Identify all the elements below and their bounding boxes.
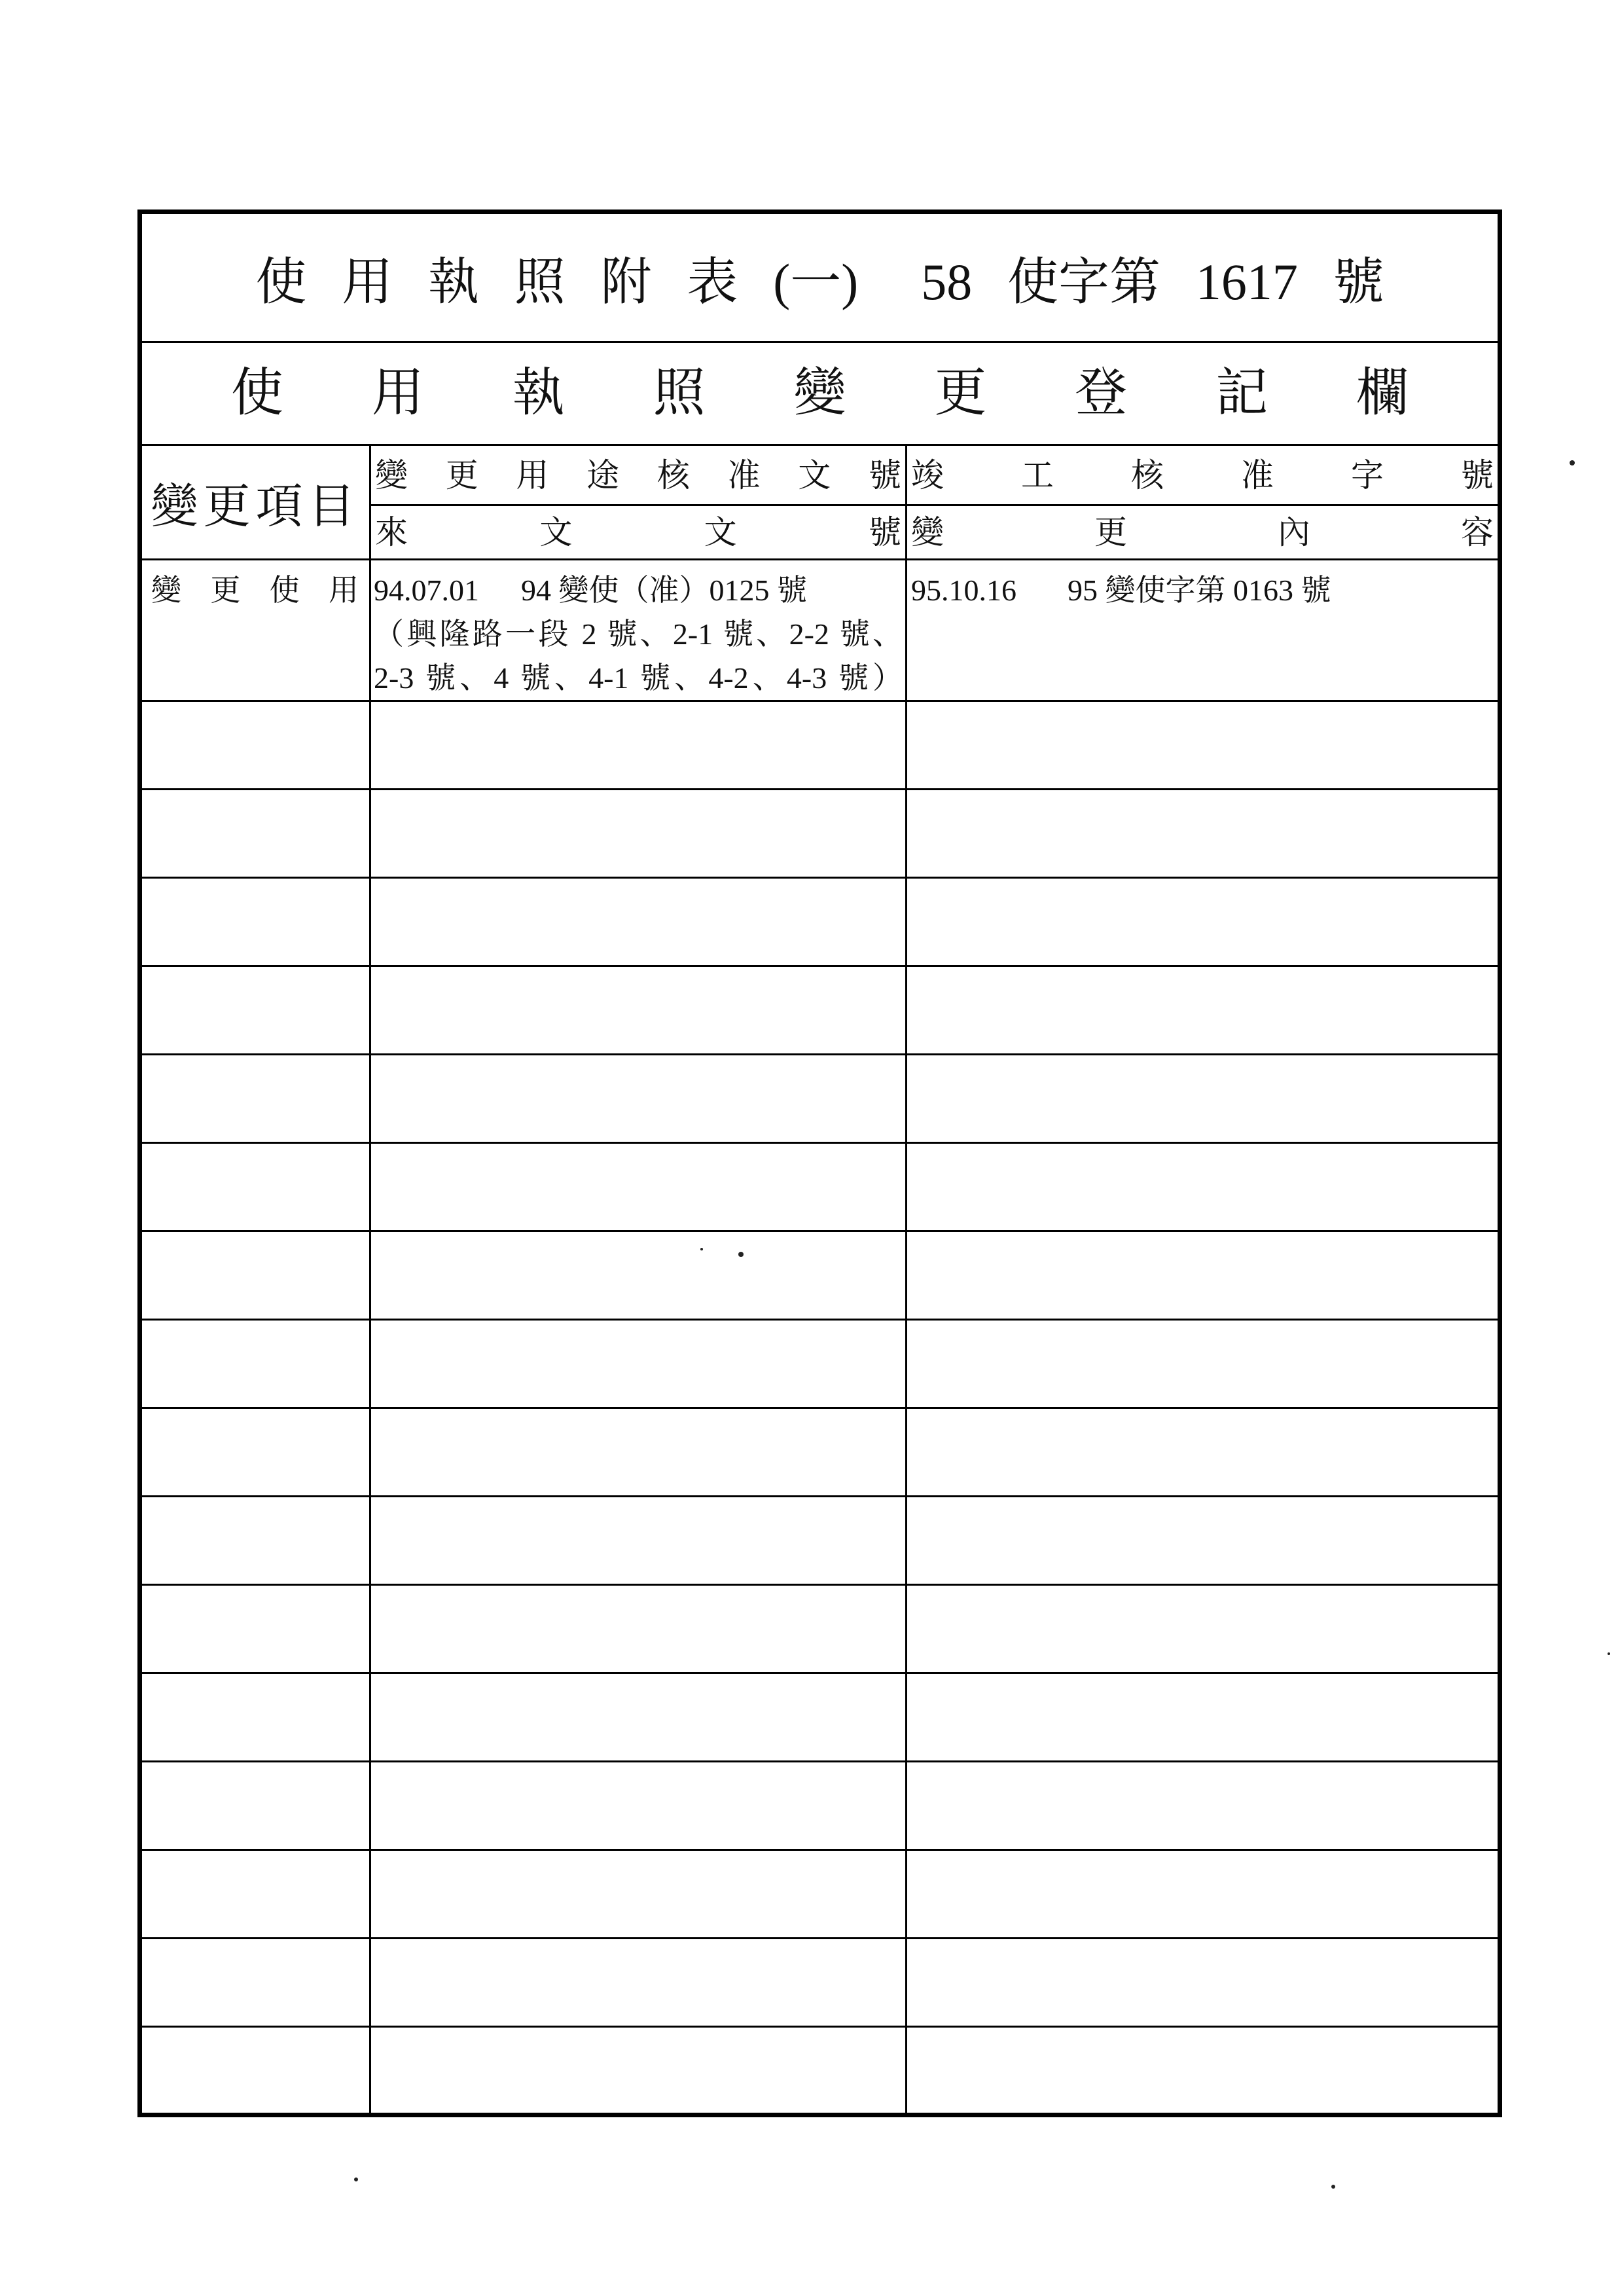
entry-approval-cell	[370, 560, 907, 701]
blank-row	[140, 966, 1500, 1055]
scan-speck	[354, 2178, 358, 2181]
blank-completion-cell	[907, 966, 1500, 1055]
blank-row	[140, 1408, 1500, 1497]
entry-approval-line	[374, 568, 903, 612]
entry-completion-date: 95.10.16	[911, 574, 1016, 607]
scan-speck	[738, 1252, 744, 1257]
license-number: 58 使字第 1617 號	[921, 253, 1384, 310]
blank-row	[140, 790, 1500, 878]
blank-approval-cell	[370, 1143, 907, 1231]
completion-approval-number-header: 竣 工 核 准 字 號	[911, 456, 1494, 494]
blank-approval-cell	[370, 790, 907, 878]
scan-speck	[1570, 460, 1575, 465]
entry-change-item: 變 更 使 用	[151, 574, 359, 607]
blank-change-item-cell	[140, 1408, 370, 1497]
change-item-header: 變更項目	[151, 481, 361, 533]
entry-approval-number: 94 變使（准）0125 號	[521, 574, 807, 607]
blank-row	[140, 1762, 1500, 1850]
change-use-approval-header-cell	[370, 445, 907, 505]
blank-change-item-cell	[140, 1497, 370, 1585]
title-cell	[140, 212, 1500, 342]
blank-row	[140, 2027, 1500, 2115]
blank-approval-cell	[370, 1320, 907, 1408]
blank-change-item-cell	[140, 1585, 370, 1673]
blank-completion-cell	[907, 790, 1500, 878]
blank-row	[140, 1320, 1500, 1408]
subtitle-cell	[140, 342, 1500, 445]
blank-row	[140, 1673, 1500, 1762]
blank-approval-cell	[370, 878, 907, 966]
blank-approval-cell	[370, 1231, 907, 1320]
entry-row	[140, 560, 1500, 701]
blank-row	[140, 1055, 1500, 1143]
completion-approval-header-cell	[907, 445, 1500, 505]
incoming-doc-header-cell	[370, 505, 907, 560]
entry-completion-block	[907, 560, 1498, 612]
change-content-header: 變 更 內 容	[911, 514, 1494, 551]
blank-row	[140, 1231, 1500, 1320]
usage-license-change-register-table	[137, 210, 1502, 2117]
scan-speck	[1608, 1652, 1610, 1655]
entry-completion-cell	[907, 560, 1500, 701]
header-row-upper	[140, 445, 1500, 505]
entry-completion-number: 95 變使字第 0163 號	[1068, 574, 1331, 607]
blank-change-item-cell	[140, 878, 370, 966]
blank-approval-cell	[370, 1497, 907, 1585]
blank-row	[140, 1585, 1500, 1673]
blank-completion-cell	[907, 1762, 1500, 1850]
blank-approval-cell	[370, 1850, 907, 1939]
change-content-header-cell	[907, 505, 1500, 560]
blank-completion-cell	[907, 1231, 1500, 1320]
blank-approval-cell	[370, 1055, 907, 1143]
subtitle-row	[140, 342, 1500, 445]
blank-completion-cell	[907, 1143, 1500, 1231]
blank-completion-cell	[907, 1497, 1500, 1585]
blank-row	[140, 878, 1500, 966]
blank-approval-cell	[370, 1585, 907, 1673]
blank-row	[140, 701, 1500, 790]
scan-speck	[1331, 2185, 1335, 2189]
change-use-approval-number-header: 變 更 用 途 核 准 文 號	[375, 456, 901, 494]
change-item-header-cell	[140, 445, 370, 560]
blank-row	[140, 1497, 1500, 1585]
incoming-document-number-header: 來 文 文 號	[375, 514, 901, 551]
blank-completion-cell	[907, 701, 1500, 790]
entry-approval-block	[371, 560, 905, 700]
blank-completion-cell	[907, 2027, 1500, 2115]
blank-completion-cell	[907, 1055, 1500, 1143]
blank-completion-cell	[907, 1408, 1500, 1497]
blank-row	[140, 1850, 1500, 1939]
blank-completion-cell	[907, 1673, 1500, 1762]
entry-change-item-cell	[140, 560, 370, 701]
blank-change-item-cell	[140, 1850, 370, 1939]
blank-change-item-cell	[140, 1762, 370, 1850]
blank-change-item-cell	[140, 966, 370, 1055]
blank-change-item-cell	[140, 1143, 370, 1231]
entry-address-line: （興隆路一段 2 號、2-1 號、2-2 號、	[374, 617, 903, 651]
blank-change-item-cell	[140, 701, 370, 790]
blank-change-item-cell	[140, 1320, 370, 1408]
blank-completion-cell	[907, 1320, 1500, 1408]
blank-approval-cell	[370, 1673, 907, 1762]
blank-change-item-cell	[140, 2027, 370, 2115]
register-heading: 使 用 執 照 變 更 登 記 欄	[231, 365, 1409, 422]
blank-change-item-cell	[140, 1939, 370, 2027]
blank-approval-cell	[370, 1762, 907, 1850]
entry-approval-date: 94.07.01	[374, 574, 479, 607]
blank-completion-cell	[907, 1850, 1500, 1939]
entry-completion-line	[911, 568, 1494, 612]
blank-approval-cell	[370, 1408, 907, 1497]
blank-change-item-cell	[140, 1673, 370, 1762]
form-title: 使 用 執 照 附 表 (一)	[255, 253, 859, 310]
title-row	[140, 212, 1500, 342]
entry-address-line: 2-3 號、4 號、4-1 號、4-2、4-3 號）	[374, 661, 903, 695]
blank-approval-cell	[370, 966, 907, 1055]
blank-approval-cell	[370, 701, 907, 790]
blank-change-item-cell	[140, 1231, 370, 1320]
blank-change-item-cell	[140, 1055, 370, 1143]
blank-completion-cell	[907, 878, 1500, 966]
blank-change-item-cell	[140, 790, 370, 878]
blank-approval-cell	[370, 1939, 907, 2027]
blank-row	[140, 1939, 1500, 2027]
blank-row	[140, 1143, 1500, 1231]
blank-completion-cell	[907, 1585, 1500, 1673]
scan-speck	[700, 1248, 703, 1250]
blank-completion-cell	[907, 1939, 1500, 2027]
blank-approval-cell	[370, 2027, 907, 2115]
register-body	[140, 212, 1500, 2115]
